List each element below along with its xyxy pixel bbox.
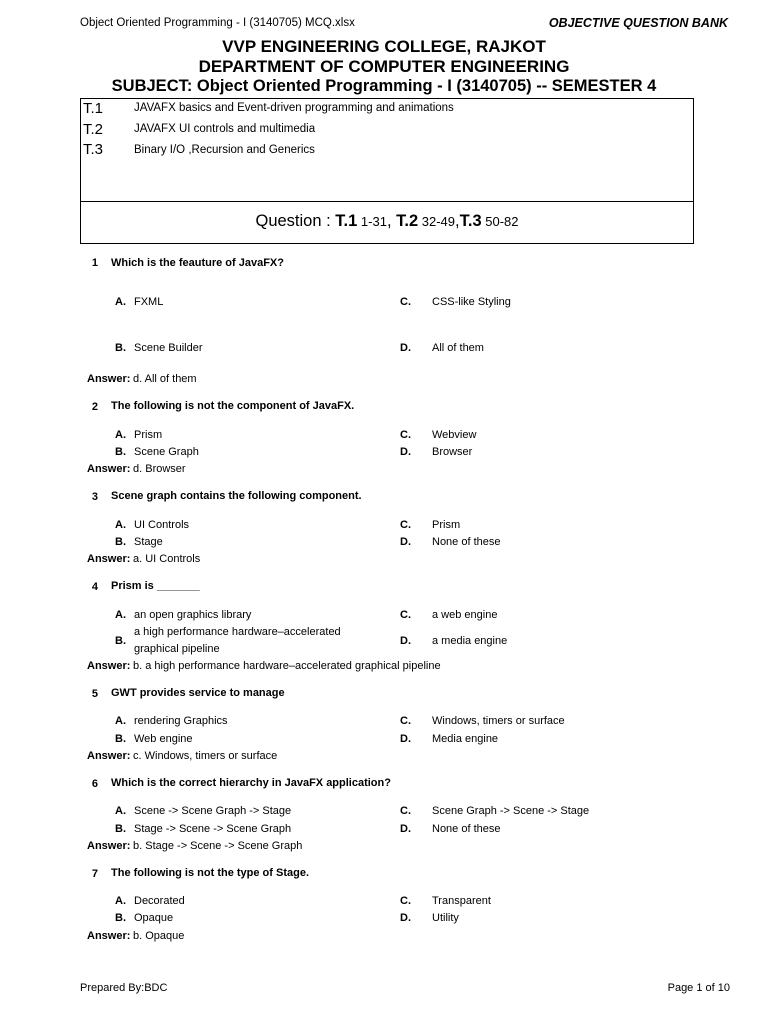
question-ranges: Question : T.1 1-31, T.2 32-49,T.3 50-82: [255, 212, 519, 230]
question-text: Prism is _______: [111, 580, 200, 592]
answer-label: Answer:: [87, 660, 131, 672]
option-label-a: A.: [115, 895, 126, 907]
option-a: rendering Graphics: [134, 715, 228, 727]
subject-title: SUBJECT: Object Oriented Programming - I (3140705) -- SEMESTER 4: [111, 77, 657, 95]
option-d: Browser: [432, 446, 473, 458]
topic-code: T.1: [83, 100, 104, 117]
question-text: The following is not the type of Stage.: [111, 867, 309, 879]
answer-label: Answer:: [87, 373, 131, 385]
answer-label: Answer:: [87, 553, 131, 565]
option-label-c: C.: [400, 895, 411, 907]
option-d: Utility: [432, 912, 459, 924]
option-c: Webview: [432, 429, 477, 441]
option-label-b: B.: [115, 342, 126, 354]
option-a: FXML: [134, 296, 164, 308]
option-label-b: B.: [115, 733, 126, 745]
option-label-a: A.: [115, 609, 126, 621]
option-b: Scene Graph: [134, 446, 199, 458]
option-c: Prism: [432, 519, 461, 531]
option-label-d: D.: [400, 635, 411, 647]
option-b-line1: a high performance hardware–accelerated: [134, 626, 341, 638]
option-d: None of these: [432, 536, 501, 548]
option-b: Stage -> Scene -> Scene Graph: [134, 823, 292, 835]
option-d: None of these: [432, 823, 501, 835]
answer-text: b. Opaque: [133, 930, 185, 942]
option-c: CSS-like Styling: [432, 296, 511, 308]
question-text: Scene graph contains the following component.: [111, 490, 362, 502]
option-label-b: B.: [115, 635, 126, 647]
option-label-a: A.: [115, 296, 126, 308]
prepared-by: Prepared By:BDC: [80, 982, 168, 994]
question-number: 3: [91, 491, 98, 503]
option-d: Media engine: [432, 733, 499, 745]
answer-text: b. Stage -> Scene -> Scene Graph: [133, 840, 303, 852]
option-label-c: C.: [400, 519, 411, 531]
option-label-b: B.: [115, 823, 126, 835]
option-a: Scene -> Scene Graph -> Stage: [134, 805, 292, 817]
option-d: a media engine: [432, 635, 508, 647]
topic-desc: Binary I/O ,Recursion and Generics: [134, 144, 315, 156]
answer-text: d. All of them: [133, 373, 197, 385]
question-text: GWT provides service to manage: [111, 687, 285, 699]
option-label-b: B.: [115, 446, 126, 458]
question-number: 2: [91, 401, 98, 413]
option-label-a: A.: [115, 715, 126, 727]
option-label-a: A.: [115, 429, 126, 441]
department-title: DEPARTMENT OF COMPUTER ENGINEERING: [198, 57, 570, 76]
answer-label: Answer:: [87, 463, 131, 475]
question-text: Which is the feauture of JavaFX?: [111, 257, 284, 269]
topics-box: [80, 98, 694, 244]
option-a: Prism: [134, 429, 163, 441]
option-d: All of them: [432, 342, 484, 354]
answer-text: a. UI Controls: [133, 553, 201, 565]
question-text: The following is not the component of JavaFX.: [111, 400, 355, 412]
option-label-b: B.: [115, 536, 126, 548]
option-b: Web engine: [134, 733, 193, 745]
option-label-b: B.: [115, 912, 126, 924]
option-label-a: A.: [115, 519, 126, 531]
page-number: Page 1 of 10: [667, 982, 730, 994]
option-label-c: C.: [400, 805, 411, 817]
topics-divider: [81, 201, 693, 202]
topic-code: T.3: [83, 141, 104, 158]
option-a: UI Controls: [134, 519, 190, 531]
option-c: Transparent: [432, 895, 491, 907]
option-label-d: D.: [400, 912, 411, 924]
answer-label: Answer:: [87, 750, 131, 762]
option-label-a: A.: [115, 805, 126, 817]
option-b: Scene Builder: [134, 342, 203, 354]
topic-desc: JAVAFX UI controls and multimedia: [134, 123, 316, 135]
option-b: Stage: [134, 536, 163, 548]
answer-text: b. a high performance hardware–accelerated graphical pipeline: [133, 660, 441, 672]
question-number: 4: [91, 581, 98, 593]
option-b-line2: graphical pipeline: [134, 643, 220, 655]
option-label-c: C.: [400, 429, 411, 441]
question-number: 5: [91, 688, 98, 700]
option-label-d: D.: [400, 823, 411, 835]
topic-desc: JAVAFX basics and Event-driven programming and animations: [134, 102, 454, 114]
option-label-c: C.: [400, 609, 411, 621]
question-number: 6: [91, 778, 98, 790]
option-label-c: C.: [400, 715, 411, 727]
option-a: an open graphics library: [134, 609, 252, 621]
option-c: Windows, timers or surface: [432, 715, 565, 727]
option-c: Scene Graph -> Scene -> Stage: [432, 805, 590, 817]
topic-code: T.2: [83, 121, 104, 138]
option-label-c: C.: [400, 296, 411, 308]
option-b: Opaque: [134, 912, 174, 924]
college-title: VVP ENGINEERING COLLEGE, RAJKOT: [222, 37, 546, 56]
question-text: Which is the correct hierarchy in JavaFX application?: [111, 777, 391, 789]
answer-text: d. Browser: [133, 463, 186, 475]
option-label-d: D.: [400, 446, 411, 458]
option-label-d: D.: [400, 342, 411, 354]
bank-title: OBJECTIVE QUESTION BANK: [548, 16, 728, 30]
question-number: 1: [91, 257, 98, 269]
option-label-d: D.: [400, 536, 411, 548]
option-c: a web engine: [432, 609, 498, 621]
question-number: 7: [91, 868, 98, 880]
file-name: Object Oriented Programming - I (3140705) MCQ.xlsx: [80, 17, 355, 29]
option-label-d: D.: [400, 733, 411, 745]
option-a: Decorated: [134, 895, 185, 907]
answer-label: Answer:: [87, 840, 131, 852]
answer-label: Answer:: [87, 930, 131, 942]
answer-text: c. Windows, timers or surface: [133, 750, 278, 762]
